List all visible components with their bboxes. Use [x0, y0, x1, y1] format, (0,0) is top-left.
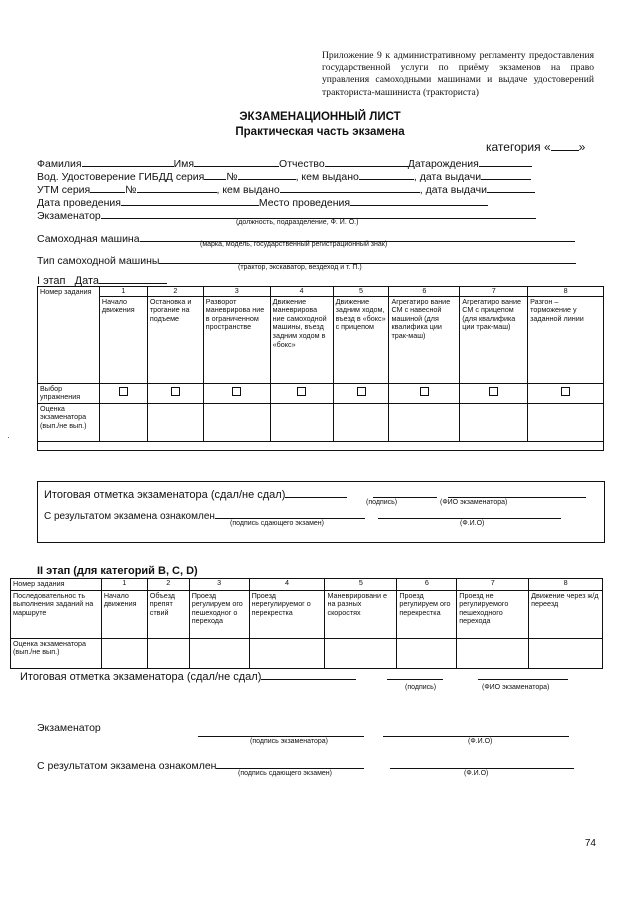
stage2-task: Проезд не регулируемого пешеходного перехода [457, 590, 529, 638]
stage2-num: 4 [249, 579, 325, 591]
choice-cell [147, 383, 203, 403]
examiner-hint: (должность, подразделение, Ф. И. О.) [236, 219, 359, 226]
final1-sign-hint: (подпись) [366, 499, 398, 506]
choice-cell [333, 383, 389, 403]
stage1-date-input[interactable] [99, 273, 167, 284]
stage1-task: Движение задним ходом, въезд в «бокс» с прицепом [333, 296, 389, 383]
grade-cell[interactable] [147, 638, 189, 668]
exercise-checkbox[interactable] [357, 387, 366, 396]
bottom-ack-fio-line[interactable] [390, 758, 574, 769]
utm-label: УТМ серия [37, 184, 91, 196]
appendix-note: Приложение 9 к административному регламенту предоставления государственной услуги по приёму экзаменов на право управления самоходными машинами и выдаче удостоверений тракториста-машиниста (тракториста) [322, 50, 594, 98]
examiner-input[interactable] [101, 208, 536, 219]
final1-ack-label: С результатом экзамена ознакомлен [44, 511, 215, 522]
exercise-checkbox[interactable] [489, 387, 498, 396]
bottom-ack-label: С результатом экзамена ознакомлен [37, 760, 217, 772]
stage2-label: II этап (для категорий В, С, D) [37, 565, 198, 577]
bottom-examiner-sign-line[interactable] [198, 726, 364, 737]
stage2-num: 3 [189, 579, 249, 591]
utm-series-input[interactable] [90, 182, 125, 193]
final1-ack-input[interactable] [215, 508, 365, 519]
choice-cell [528, 383, 604, 403]
stage2-num: 8 [529, 579, 603, 591]
license-date-input[interactable] [481, 169, 531, 180]
stage1-grade-label: Оценка экзаменатора (вып./не вып.) [38, 403, 100, 441]
place-label: Место проведения [258, 197, 351, 209]
stage1-task: Движение маневрирова ние самоходной машины, въезд задним ходом в «бокс» [270, 296, 333, 383]
utm-issuer-label: , кем выдано [216, 184, 280, 196]
stage1-header [37, 273, 167, 287]
final1-label: Итоговая отметка экзаменатора (сдал/не сдал) [44, 489, 286, 501]
category-field [486, 140, 585, 154]
stage1-choice-row [38, 383, 604, 403]
final2-sign-line[interactable] [387, 669, 443, 680]
name-label: Имя [173, 158, 195, 170]
bottom-examiner-fio-line[interactable] [383, 726, 569, 737]
category-label: категория « [486, 140, 551, 154]
birthdate-input[interactable] [479, 156, 532, 167]
grade-cell[interactable] [147, 403, 203, 441]
grade-cell[interactable] [249, 638, 325, 668]
category-close: » [578, 140, 586, 154]
exercise-checkbox[interactable] [171, 387, 180, 396]
surname-input[interactable] [82, 156, 174, 167]
grade-cell[interactable] [99, 403, 147, 441]
bottom-examiner-fio-hint: (Ф.И.О) [468, 738, 493, 745]
patronymic-label: Отчество [279, 158, 325, 170]
category-input[interactable] [551, 140, 579, 151]
stage2-task-row [11, 590, 603, 638]
bottom-ack-input[interactable] [216, 758, 364, 769]
stage1-num: 5 [333, 287, 389, 297]
grade-cell[interactable] [529, 638, 603, 668]
stage2-task: Начало движения [101, 590, 147, 638]
license-label: Вод. Удостоверение ГИБДД серия [37, 171, 205, 183]
final1-ack-fio-line[interactable] [378, 508, 561, 519]
stage1-num: 3 [203, 287, 270, 297]
final2-label: Итоговая отметка экзаменатора (сдал/не сдал) [20, 671, 262, 683]
personal-row-4 [37, 195, 488, 209]
document-title: ЭКЗАМЕНАЦИОННЫЙ ЛИСТ [239, 111, 401, 123]
patronymic-input[interactable] [325, 156, 408, 167]
exercise-checkbox[interactable] [561, 387, 570, 396]
stage2-task: Маневрировани е на разных скоростях [325, 590, 397, 638]
grade-cell[interactable] [333, 403, 389, 441]
stage2-num: 5 [325, 579, 397, 591]
stage2-number-row [11, 579, 603, 591]
utm-no-label: № [125, 184, 137, 196]
choice-cell [270, 383, 333, 403]
stage1-date-label: Дата [74, 275, 100, 287]
stage1-num: 1 [99, 287, 147, 297]
final2-sign-hint: (подпись) [405, 684, 437, 691]
license-issuer-input[interactable] [359, 169, 414, 180]
grade-cell[interactable] [457, 638, 529, 668]
stage1-task: Разгон – торможение у заданной линии [528, 296, 604, 383]
document-subtitle: Практическая часть экзамена [235, 126, 405, 138]
stage1-num: 6 [389, 287, 460, 297]
stage2-task: Проезд нерегулируемог о перекрестка [249, 590, 325, 638]
grade-cell[interactable] [528, 403, 604, 441]
machine-hint: (марка, модель, государственный регистрационный знак) [200, 241, 388, 248]
stage1-task-row [38, 296, 604, 383]
grade-cell[interactable] [203, 403, 270, 441]
bottom-ack-fio-hint: (Ф.И.О) [464, 770, 489, 777]
stage2-num: 7 [457, 579, 529, 591]
type-label: Тип самоходной машины [37, 255, 160, 267]
bottom-ack-sign-hint: (подпись сдающего экзамен) [238, 770, 332, 777]
choice-cell [99, 383, 147, 403]
stage1-task: Агрегатиро вание СМ с навесной машиной (для квалифика ции трак-маш) [389, 296, 460, 383]
final1-row [44, 487, 347, 501]
final1-ack-sign-hint: (подпись сдающего экзамен) [230, 520, 324, 527]
final1-sign-line[interactable] [373, 487, 437, 498]
final2-input[interactable] [261, 669, 356, 680]
stage2-num: 1 [101, 579, 147, 591]
stage1-label: I этап [37, 275, 66, 287]
final2-fio-hint: (ФИО экзаменатора) [482, 684, 550, 691]
stage2-task: Движение через ж/д переезд [529, 590, 603, 638]
license-issuer-label: , кем выдано [295, 171, 359, 183]
stage2-seq-label: Последовательнос ть выполнения заданий на маршруте [11, 590, 102, 638]
spacer-cell [38, 441, 604, 450]
stage2-task: Объезд препят ствий [147, 590, 189, 638]
exercise-checkbox[interactable] [420, 387, 429, 396]
stage1-number-row [38, 287, 604, 297]
place-input[interactable] [350, 195, 488, 206]
stage1-task: Агрегатиро вание СМ с прицепом (для квалифика ции трак-маш) [460, 296, 528, 383]
choice-cell [203, 383, 270, 403]
grade-cell[interactable] [101, 638, 147, 668]
exam-date-label: Дата проведения [37, 197, 121, 209]
license-series-input[interactable] [204, 169, 226, 180]
stage2-task: Проезд регулируем ого пешеходног о перехода [189, 590, 249, 638]
stage1-choice-label: Выбор упражнения [38, 383, 100, 403]
scan-mark [8, 437, 9, 438]
stage1-num: 8 [528, 287, 604, 297]
name-input[interactable] [194, 156, 279, 167]
exercise-checkbox[interactable] [119, 387, 128, 396]
utm-date-input[interactable] [487, 182, 535, 193]
page-number: 74 [584, 838, 596, 849]
stage1-spacer-row [38, 441, 604, 450]
license-date-label: , дата выдачи [413, 171, 482, 183]
stage2-num: 6 [397, 579, 457, 591]
examiner-label: Экзаменатор [37, 210, 101, 222]
stage2-task-header: Номер задания [11, 579, 102, 591]
stage1-task-header: Номер задания [38, 287, 100, 384]
final2-row [20, 669, 356, 683]
stage2-grade-row [11, 638, 603, 668]
type-input[interactable] [159, 253, 576, 264]
grade-cell[interactable] [325, 638, 397, 668]
utm-date-label: , дата выдачи [419, 184, 487, 196]
stage2-grade-label: Оценка экзаменатора (вып./не вып.) [11, 638, 102, 668]
grade-cell[interactable] [460, 403, 528, 441]
grade-cell[interactable] [389, 403, 460, 441]
grade-cell[interactable] [270, 403, 333, 441]
bottom-examiner-label: Экзаменатор [37, 722, 101, 734]
final1-fio-hint: (ФИО экзаменатора) [440, 499, 508, 506]
stage1-grade-row [38, 403, 604, 441]
grade-cell[interactable] [189, 638, 249, 668]
exam-date-input[interactable] [121, 195, 259, 206]
stage2-num: 2 [147, 579, 189, 591]
choice-cell [389, 383, 460, 403]
final1-input[interactable] [285, 487, 347, 498]
choice-cell [460, 383, 528, 403]
utm-issuer-input[interactable] [280, 182, 420, 193]
license-no-label: № [226, 171, 238, 183]
utm-no-input[interactable] [137, 182, 217, 193]
personal-row-2 [37, 169, 531, 183]
personal-row-1 [37, 156, 532, 170]
final2-fio-line[interactable] [478, 669, 568, 680]
personal-row-3 [37, 182, 535, 196]
stage1-num: 4 [270, 287, 333, 297]
exercise-checkbox[interactable] [232, 387, 241, 396]
final1-ack-fio-hint: (Ф.И.О) [460, 520, 485, 527]
machine-label: Самоходная машина [37, 233, 140, 245]
stage2-task: Проезд регулируем ого перекрестка [397, 590, 457, 638]
bottom-examiner-sign-hint: (подпись экзаменатора) [250, 738, 329, 745]
stage1-table [37, 286, 604, 451]
exercise-checkbox[interactable] [297, 387, 306, 396]
stage1-task: Остановка и трогание на подъеме [147, 296, 203, 383]
stage2-table [10, 578, 603, 669]
stage1-num: 7 [460, 287, 528, 297]
final1-fio-line[interactable] [448, 487, 586, 498]
stage1-task: Начало движения [99, 296, 147, 383]
surname-label: Фамилия [37, 158, 82, 170]
birthdate-label: Датарождения [407, 158, 479, 170]
grade-cell[interactable] [397, 638, 457, 668]
stage1-task: Разворот маневрирова ние в ограниченном пространстве [203, 296, 270, 383]
stage1-num: 2 [147, 287, 203, 297]
license-no-input[interactable] [238, 169, 296, 180]
type-hint: (трактор, экскаватор, вездеход и т. П.) [238, 264, 362, 271]
